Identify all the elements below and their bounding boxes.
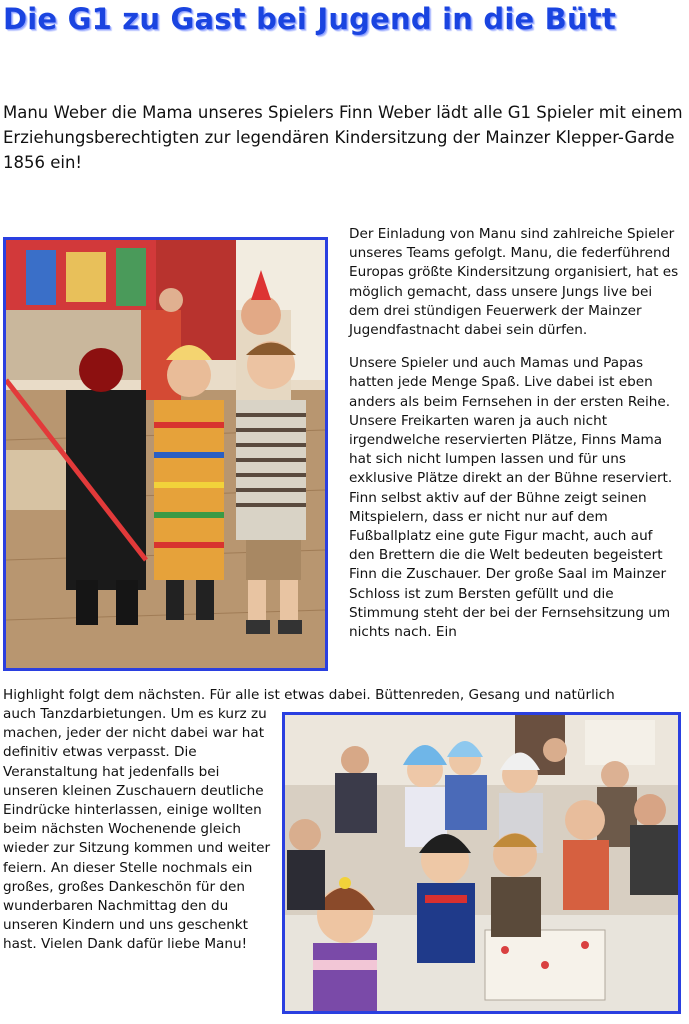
photo-audience-image bbox=[285, 715, 678, 1011]
photo-audience bbox=[282, 712, 681, 1014]
text-column-left bbox=[3, 705, 271, 955]
text-column-right bbox=[349, 225, 681, 656]
paragraph-2-part-1: Unsere Spieler und auch Mamas und Papas hatten jede Menge Spaß. Live dabei ist eben anders als beim Fernsehen in der ersten Reihe. Unsere Freikarten waren ja auch nicht irgendwelche reservierten Plätze, Finns Mama hat sich nicht lumpen lassen und für uns exklusive Plätze direkt an der Bühne reserviert. Finn selbst aktiv auf der Bühne zeigt seinen Mitspielern, dass er nicht nur auf dem Fußballplatz eine gute Figur macht, auch auf den Brettern die die Welt bedeuten begeistert Finn die Zuschauer. Der große Saal im Mainzer Schloss ist zum Bersten gefüllt und die Stimmung steht der bei der Fernsehsitzung um nichts nach. Ein bbox=[349, 355, 673, 641]
article-title: Die G1 zu Gast bei Jugend in die Bütt bbox=[3, 2, 616, 36]
paragraph-2-part-2: Highlight folgt dem nächsten. Für alle ist etwas dabei. Büttenreden, Gesang und natürlich bbox=[3, 687, 615, 703]
article-intro: Manu Weber die Mama unseres Spielers Finn Weber lädt alle G1 Spieler mit einem Erziehungsberechtigten zur legendären Kindersitzung der Mainzer Klepper-Garde 1856 ein! bbox=[3, 103, 683, 172]
paragraph-2-part-3: auch Tanzdarbietungen. Um es kurz zu machen, jeder der nicht dabei war hat definitiv etwas verpasst. Die Veranstaltung hat jedenfalls bei unseren kleinen Zuschauern deutliche Eindrücke hinterlassen, einige wollten beim nächsten Wochenende gleich wieder zur Sitzung kommen und weiter feiern. An dieser Stelle nochmals ein großes, großes Dankeschön für den wunderbaren Nachmittag den du unseren Kindern und uns geschenkt hast. Vielen Dank dafür liebe Manu! bbox=[3, 706, 271, 953]
paragraph-1: Der Einladung von Manu sind zahlreiche Spieler unseres Teams gefolgt. Manu, die federführend Europas größte Kindersitzung organisiert, hat es möglich gemacht, dass unsere Jungs live bei dem drei stündigen Feuerwerk der Mainzer Jugendfastnacht dabei sein dürfen. bbox=[349, 226, 679, 339]
photo-costumed-children-image bbox=[6, 240, 325, 668]
photo-costumed-children bbox=[3, 237, 328, 671]
